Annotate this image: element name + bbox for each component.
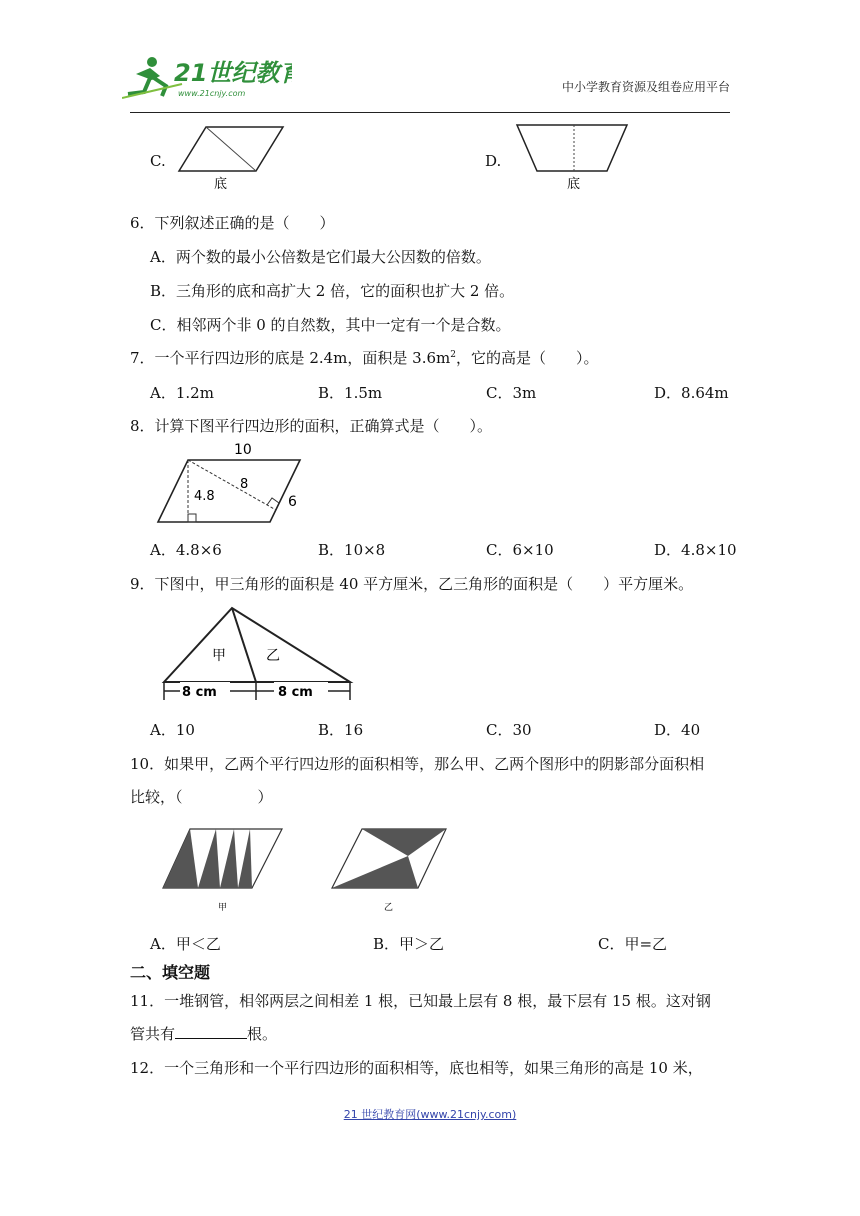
section-fill-in-title: 二、填空题 [130,963,211,982]
question-10-stem-line1: 10．如果甲，乙两个平行四边形的面积相等，那么甲、乙两个图形中的阴影部分面积相 [130,755,705,773]
shaded-parallelogram-jia-figure [160,824,290,916]
prev-option-c-label: C. [150,152,166,170]
q6-option-a[interactable]: A．两个数的最小公倍数是它们最大公因数的倍数。 [150,248,491,266]
q6-option-c[interactable]: C．相邻两个非 0 的自然数，其中一定有一个是合数。 [150,316,511,334]
fig-d-base-label: 底 [567,177,581,192]
q9-option-d[interactable]: D．40 [654,721,701,739]
q7-option-b[interactable]: B．1.5m [318,384,383,402]
q7-option-c[interactable]: C．3m [486,384,537,402]
footer-link[interactable]: 21 世纪教育网(www.21cnjy.com) [343,1108,517,1121]
q11-answer-blank[interactable] [175,1024,247,1039]
two-triangles-figure [158,602,358,706]
q8-option-d[interactable]: D．4.8×10 [654,541,737,559]
q9-right-length: 8 cm [278,685,313,700]
q8-height-length: 4.8 [194,489,215,504]
question-8-stem: 8．计算下图平行四边形的面积，正确算式是（ ）。 [130,417,493,435]
logo-url: www.21cnjy.com [178,89,246,98]
q8-side-length: 6 [288,494,297,510]
question-7-stem: 7．一个平行四边形的底是 2.4m，面积是 $3.6m^2$，它的高是（ ）。 [130,349,599,367]
q10-option-b[interactable]: B．甲＞乙 [373,935,445,953]
q8-diag-length: 8 [240,477,249,492]
parallelogram-height-figure [148,438,308,530]
site-logo [122,54,292,102]
fig-c-base-label: 底 [214,177,228,192]
q10-label-jia: 甲 [218,903,228,913]
page-footer [0,1106,860,1122]
trapezoid-figure [512,122,632,194]
runner-logo-icon [122,57,182,98]
prev-option-d-label: D. [485,152,502,170]
q9-option-c[interactable]: C．30 [486,721,532,739]
q8-option-c[interactable]: C．6×10 [486,541,554,559]
question-9-stem: 9．下图中，甲三角形的面积是 40 平方厘米，乙三角形的面积是（ ）平方厘米。 [130,575,694,593]
question-6-stem: 6．下列叙述正确的是（ ） [130,214,335,232]
q10-option-a[interactable]: A．甲＜乙 [150,935,221,953]
q9-option-b[interactable]: B．16 [318,721,364,739]
q9-label-jia: 甲 [212,648,226,664]
q9-option-a[interactable]: A．10 [150,721,195,739]
question-11-line1: 11．一堆钢管，相邻两层之间相差 1 根，已知最上层有 8 根，最下层有 15 根。这对钢 [130,992,711,1010]
q10-option-c[interactable]: C．甲=乙 [598,935,668,953]
q8-option-b[interactable]: B．10×8 [318,541,386,559]
q10-label-yi: 乙 [384,903,394,913]
q6-option-b[interactable]: B．三角形的底和高扩大 2 倍，它的面积也扩大 2 倍。 [150,282,515,300]
platform-title: 中小学教育资源及组卷应用平台 [561,80,730,94]
q8-top-length: 10 [234,442,252,458]
question-11-line2: 管共有 根。 [130,1025,278,1043]
question-10-stem-line2: 比较，（ ） [130,788,273,806]
shaded-parallelogram-yi-figure [326,824,456,916]
q8-option-a[interactable]: A．4.8×6 [150,541,222,559]
question-12-line1: 12．一个三角形和一个平行四边形的面积相等，底也相等，如果三角形的高是 10 米， [130,1059,703,1077]
q9-left-length: 8 cm [182,685,217,700]
q9-label-yi: 乙 [266,648,280,664]
header-divider [130,112,730,113]
parallelogram-diagonal-figure [176,124,286,194]
q7-option-a[interactable]: A．1.2m [150,384,214,402]
logo-text: 21世纪教育 [174,59,292,87]
q7-option-d[interactable]: D．8.64m [654,384,729,402]
